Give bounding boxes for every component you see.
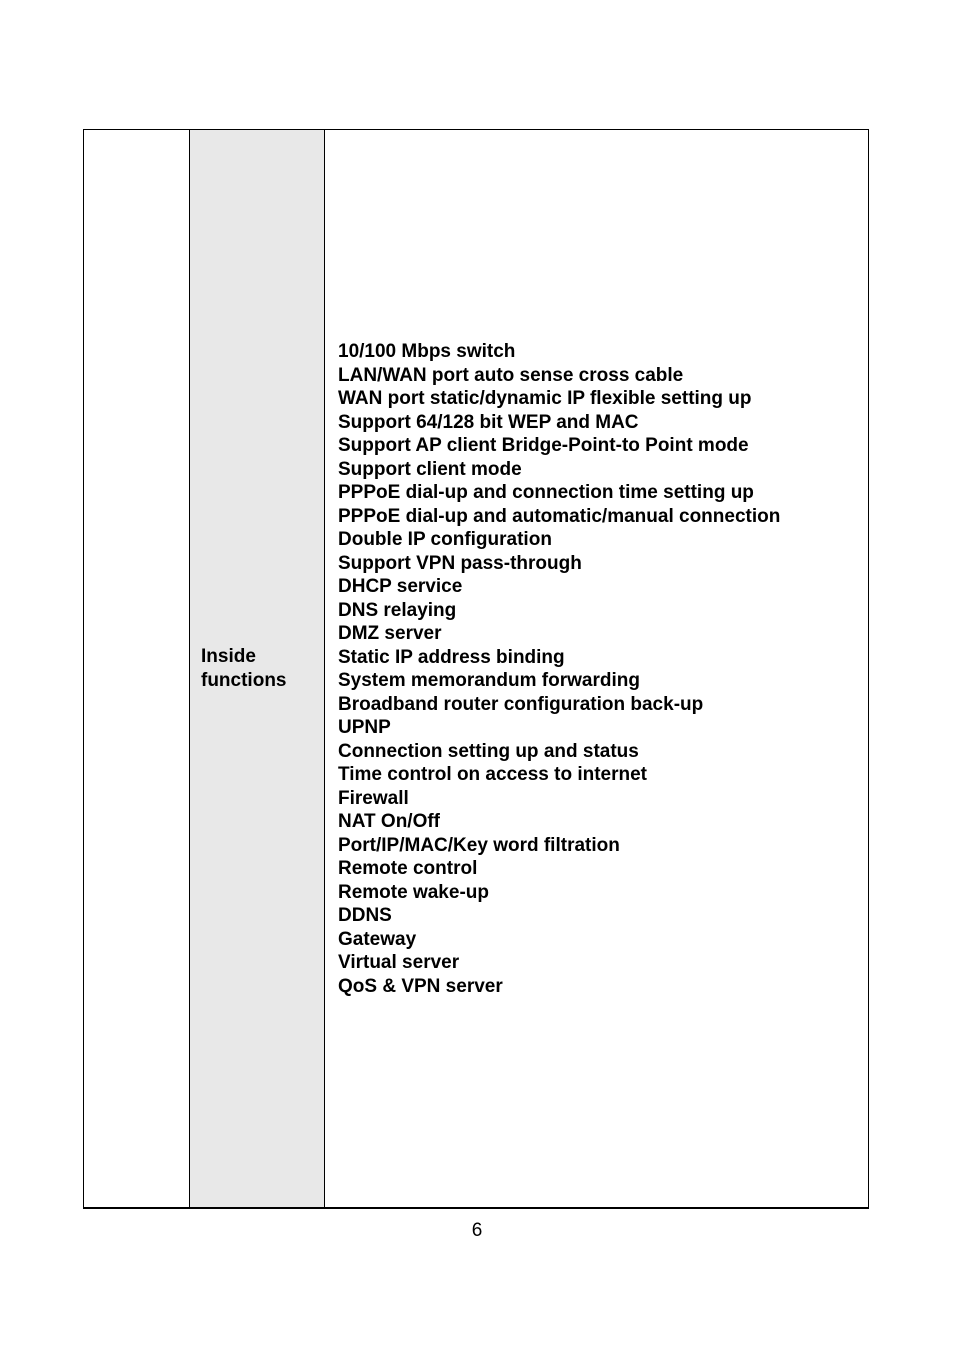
feature-item: Gateway — [338, 928, 417, 950]
feature-item: DNS relaying — [338, 599, 457, 621]
feature-item: Support 64/128 bit WEP and MAC — [338, 411, 639, 433]
feature-item: NAT On/Off — [338, 811, 441, 832]
feature-item: DHCP service — [338, 576, 463, 597]
feature-item: Remote wake-up — [338, 881, 489, 903]
feature-item: Time control on access to internet — [338, 764, 648, 785]
feature-item: Firewall — [338, 787, 409, 809]
feature-item: System memorandum forwarding — [338, 670, 640, 691]
row-label-line1: Inside — [201, 646, 256, 667]
feature-item: WAN port static/dynamic IP flexible setting up — [338, 388, 752, 409]
features-list — [338, 340, 780, 998]
feature-item: Connection setting up and status — [338, 740, 639, 762]
feature-item: 10/100 Mbps switch — [338, 341, 516, 362]
feature-item: Broadband router configuration back-up — [338, 693, 704, 715]
feature-item: Virtual server — [338, 952, 460, 973]
page-number: 6 — [471, 1220, 483, 1241]
features-cell — [325, 130, 868, 1207]
row-label-cell — [190, 130, 325, 1207]
empty-category-cell — [84, 130, 190, 1207]
feature-item: Static IP address binding — [338, 646, 565, 668]
feature-item: Remote control — [338, 858, 478, 879]
spec-table — [83, 129, 869, 1209]
feature-item: Support VPN pass-through — [338, 552, 582, 574]
feature-item: DMZ server — [338, 623, 442, 644]
feature-item: Support AP client Bridge-Point-to Point mode — [338, 435, 749, 456]
feature-item: LAN/WAN port auto sense cross cable — [338, 364, 684, 386]
feature-item: Support client mode — [338, 458, 522, 480]
feature-item: DDNS — [338, 905, 392, 926]
feature-item: Port/IP/MAC/Key word filtration — [338, 834, 620, 856]
feature-item: UPNP — [338, 717, 391, 738]
feature-item: QoS & VPN server — [338, 975, 503, 997]
feature-item: PPPoE dial-up and automatic/manual connection — [338, 505, 781, 527]
row-label-line2: functions — [201, 670, 287, 691]
row-label — [201, 645, 287, 693]
feature-item: Double IP configuration — [338, 529, 552, 550]
feature-item: PPPoE dial-up and connection time setting up — [338, 482, 754, 503]
